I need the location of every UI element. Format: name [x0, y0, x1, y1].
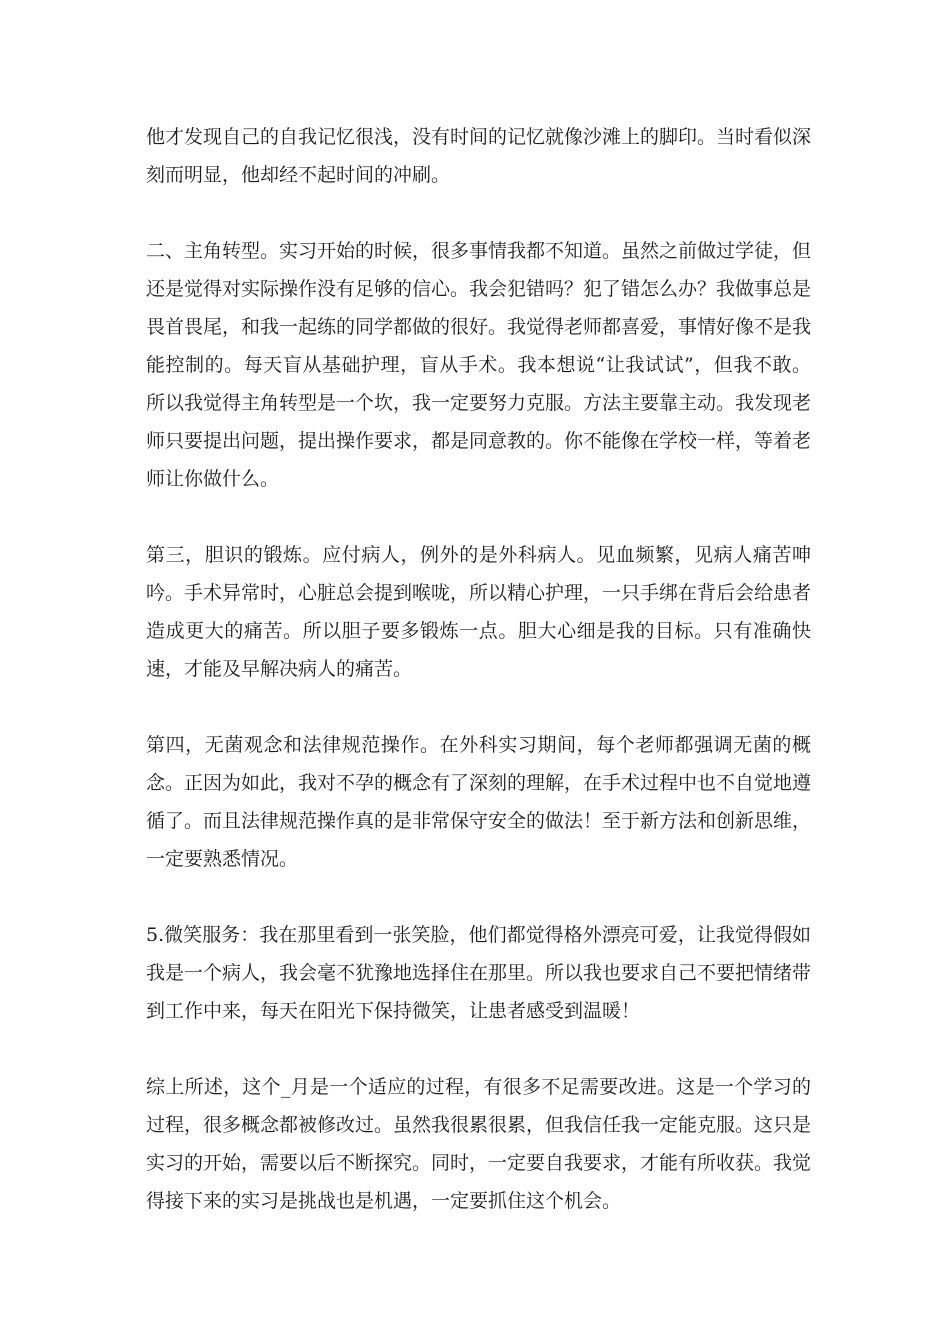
paragraph-aseptic-concept: 第四，无菌观念和法律规范操作。在外科实习期间，每个老师都强调无菌的概念。正因为如此，我对不孕的概念有了深刻的理解，在手术过程中也不自觉地遵循了。而且法律规范操作真的是非常保守安全的做法！至于新方法和创新思维，一定要熟悉情况。 [146, 734, 812, 870]
paragraph-courage-training: 第三，胆识的锻炼。应付病人，例外的是外科病人。见血频繁，见病人痛苦呻吟。手术异常时，心脏总会提到喉咙，所以精心护理，一只手绑在背后会给患者造成更大的痛苦。所以胆子要多锻炼一点。胆大心细是我的目标。只有准确快速，才能及早解决病人的痛苦。 [146, 544, 812, 680]
document-body [146, 118, 811, 1258]
paragraph-memory: 他才发现自己的自我记忆很浅，没有时间的记忆就像沙滩上的脚印。当时看似深刻而明显，他却经不起时间的冲刷。 [146, 126, 812, 186]
paragraph-summary: 综上所述，这个_月是一个适应的过程，有很多不足需要改进。这是一个学习的过程，很多概念都被修改过。虽然我很累很累，但我信任我一定能克服。这只是实习的开始，需要以后不断探究。同时，一定要自我要求，才能有所收获。我觉得接下来的实习是挑战也是机遇，一定要抓住这个机会。 [146, 1076, 812, 1212]
paragraph-role-transition: 二、主角转型。实习开始的时候，很多事情我都不知道。虽然之前做过学徒，但还是觉得对实际操作没有足够的信心。我会犯错吗？犯了错怎么办？我做事总是畏首畏尾，和我一起练的同学都做的很好。我觉得老师都喜爱，事情好像不是我能控制的。每天盲从基础护理，盲从手术。我本想说“让我试试”，但我不敢。所以我觉得主角转型是一个坎，我一定要努力克服。方法主要靠主动。我发现老师只要提出问题，提出操作要求，都是同意教的。你不能像在学校一样，等着老师让你做什么。 [146, 240, 812, 490]
paragraph-smile-service: 5.微笑服务：我在那里看到一张笑脸，他们都觉得格外漂亮可爱，让我觉得假如我是一个病人，我会毫不犹豫地选择住在那里。所以我也要求自己不要把情绪带到工作中来，每天在阳光下保持微笑，让患者感受到温暖！ [146, 924, 812, 1022]
